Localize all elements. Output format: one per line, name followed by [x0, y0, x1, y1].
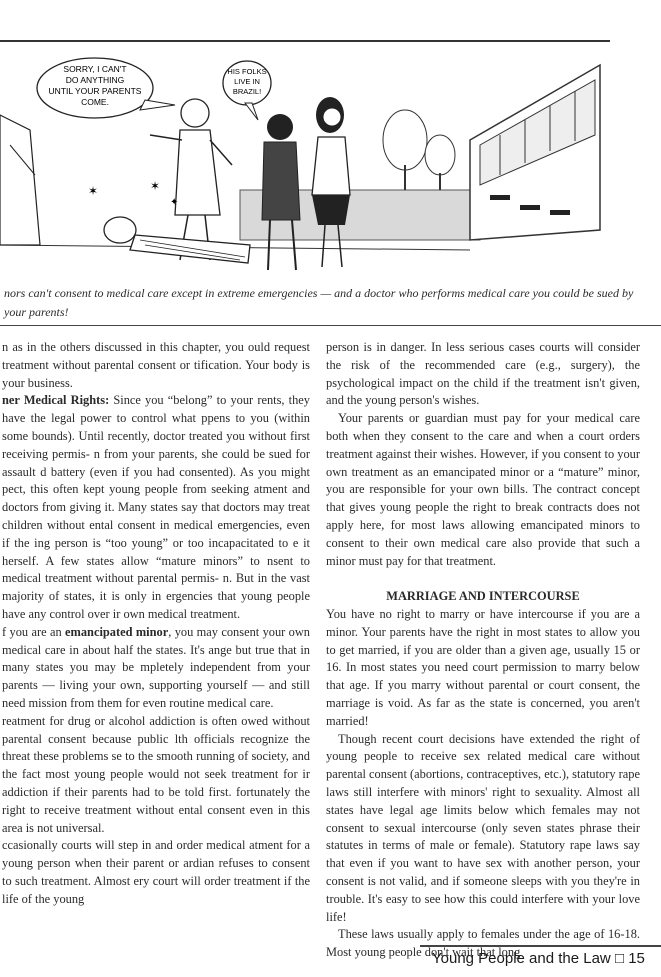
figure-caption: nors can't consent to medical care except in extreme emergencies — and a doctor who performs medical care you could be sued by your parents!: [4, 286, 634, 319]
left-paragraph-4: reatment for drug or alcohol addiction is often owed without parental consent because public lth officials recognize the threat these problems se to the smooth running of society, and the fact most young people would not seek treatment for ir addiction if their parents had to be told first. fortunately the right to receive treatment without ental consent even in this area is not universal.: [2, 713, 310, 835]
right-paragraph-5: These laws usually apply to females under the age of 16-18. Most young people don't wait that long: [326, 927, 640, 960]
right-column: [326, 339, 640, 962]
svg-text:✶: ✶: [150, 179, 161, 193]
doctor-speech-line-1: SORRY, I CAN'T: [63, 64, 127, 74]
footer-box-glyph: □: [614, 950, 625, 967]
doctor-speech-line-3: UNTIL YOUR PARENTS: [48, 86, 142, 96]
right-paragraph-3: You have no right to marry or have intercourse if you are a minor. Your parents have the right in most states to allow you to get married, if you are older than a given age, usually 15 or 16. In most states you need court permission to marry below that age. If you marry without parental or court consent, the marriage is void. As far as the state is concerned, you aren't married!: [326, 606, 640, 728]
left-paragraph-1: n as in the others discussed in this chapter, you ould request treatment without parental consent or tification. Your body is your business.: [2, 340, 310, 390]
friend-speech-line-1: HIS FOLKS: [227, 67, 267, 76]
doctor-speech-line-2: DO ANYTHING: [65, 75, 125, 85]
right-paragraph-4: Though recent court decisions have extended the right of young people to receive sex related medical care without parental consent (abortions, contraceptives, etc.), statutory rape laws still interfere with minors' right to sexuality. Almost all states have legal age limits below which females may not consent to sexual intercourse (only seven states phrase their statutes in terms of male or female). Statutory rape laws say that even if you want to have sex with another person, your consent is not valid, and if someone sleeps with you they're in trouble. It's easy to see how this could interfere with your love life!: [326, 731, 640, 924]
footer-rule: [420, 945, 661, 947]
page-number: 15: [628, 950, 645, 967]
cartoon-illustration: [0, 45, 640, 280]
other-medical-rights-heading: ner Medical Rights:: [2, 393, 110, 408]
top-rule: [0, 40, 610, 42]
left-paragraph-3-post: , you may consent your own medical care in about half the states. It's ange but true that in many states you may be mpletely independent from your parents — living your own, supporting yourself — and still need mission from them for even routine medical care.: [2, 624, 310, 710]
caption-bottom-rule: [0, 325, 661, 326]
right-paragraph-2: Your parents or guardian must pay for your medical care both when they consent to the care and when a court orders treatment against their wishes. However, if you consent to your own treatment as an emancipated minor or a “mature” minor, you are responsible for your own bills. The contract concept that gives young people the right to break contracts does not apply here, for most laws allowing emancipated minors to consent to their own medical care also provide that such a minor must pay for that treatment.: [326, 411, 640, 568]
right-paragraph-1: person is in danger. In less serious cases courts will consider the risk of the recommended care (e.g., surgery), the psychological impact on the child if the treatment isn't given, and the young person's wishes.: [326, 340, 640, 408]
left-paragraph-2: [2, 392, 310, 623]
left-paragraph-2-body: Since you “belong” to your rents, they have the legal power to control what ppens to you (within some bounds). Until recently, doctor treated you without first receiving permis- n from your parents, she could be sued for assault d battery (even if you had consented). As you might pect, this often kept young people from seeking atment and doctors from giving it. Many states say that doctors may treat children without ental consent in medical emergencies, even if the ing person is “too young” or too incapacitated to e it herself. A few states allow “mature minors” to nsent to medical treatment without parental permis- n. But in the vast majority of states, it is only in ergencies that young people have any control over ir own medical treatment.: [2, 393, 310, 621]
marriage-intercourse-heading: MARRIAGE AND INTERCOURSE: [386, 589, 580, 604]
left-paragraph-5: ccasionally courts will step in and order medical atment for a young person when their parent or ardian refuses to consent to such treatment. Almost ery court will order treatment if the life of the young: [2, 838, 310, 906]
left-paragraph-3: [2, 624, 310, 713]
page-footer: [432, 950, 652, 967]
doctor-speech-line-4: COME.: [81, 97, 109, 107]
emancipated-minor-term: emancipated minor: [65, 624, 169, 639]
svg-text:✦: ✦: [170, 197, 179, 208]
section-spacer: [326, 570, 640, 588]
left-column: [2, 339, 310, 909]
friend-speech-line-3: BRAZIL!: [232, 87, 262, 96]
svg-text:✶: ✶: [88, 184, 99, 198]
book-title: Young People and the Law: [432, 950, 611, 967]
left-paragraph-3-pre: f you are an: [2, 624, 66, 639]
friend-speech-line-2: LIVE IN: [234, 77, 260, 86]
